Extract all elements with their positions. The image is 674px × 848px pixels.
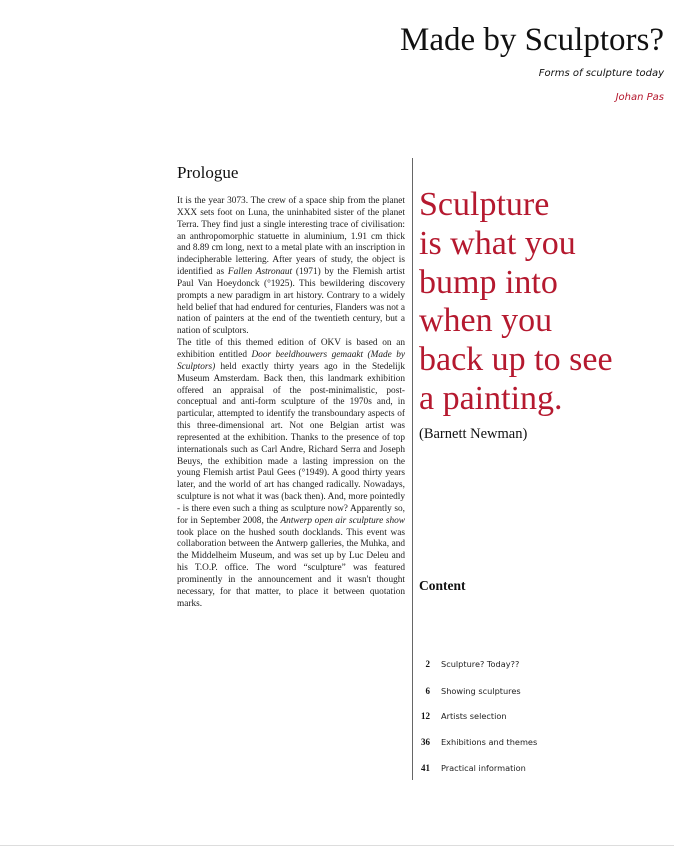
- text-run: It is the year 3073. The crew of a space ship from the planet XXX sets foot on Luna, the uninhabited sister of the planet Terra. They find just a single interesting trace of civilisation: an anthropomorphic statuette in aluminium, 1.91 cm thick and 8.89 cm long, next to a metal plate with an inscription in indecipherable lettering. After years of study, the object is identified as: [177, 196, 405, 278]
- exhibition-title: Door beeldhouwers gemaakt (Made by Sculptors): [177, 349, 405, 372]
- page-title: Made by Sculptors?: [400, 22, 664, 58]
- page-subtitle: Forms of sculpture today: [538, 68, 664, 79]
- toc-item[interactable]: [412, 686, 521, 696]
- toc-item[interactable]: [412, 763, 526, 773]
- toc-label: Practical information: [441, 763, 526, 773]
- prologue-body: [177, 196, 405, 611]
- toc-item[interactable]: [412, 659, 519, 669]
- quote-line: Sculpture: [419, 186, 550, 223]
- text-run: (1971) by the Flemish artist Paul Van Hoeydonck (°1925). This bewildering discovery prompts a new paradigm in art history. Contrary to a widely held belief that had endured for centuries, Flanders was not a nation of painters at the end of the twentieth century, but a nation of sculptors.: [177, 267, 405, 337]
- quote-attribution: (Barnett Newman): [419, 426, 528, 442]
- toc-page-number: 2: [425, 659, 430, 669]
- quote-line: back up to see: [419, 341, 613, 379]
- content-heading: Content: [419, 578, 466, 593]
- text-run: The title of this themed edition of OKV is based on an exhibition entitled: [177, 338, 405, 360]
- toc-label: Sculpture? Today??: [441, 659, 520, 669]
- toc-page-number: 6: [425, 686, 430, 696]
- prologue-paragraph-1: [177, 196, 405, 338]
- toc-label: Artists selection: [441, 711, 507, 721]
- page-bottom-edge: [0, 845, 674, 846]
- toc-page-number: 41: [421, 763, 430, 773]
- quote-line: bump into: [419, 263, 558, 301]
- text-run: held exactly thirty years ago in the Stedelijk Museum Amsterdam. Back then, this landmark exhibition offered an appraisal of the post-minimalistic, post-conceptual and anti-form sculpture of the 1970s and, in particular, attempted to identify the transboundary aspects of this three-dimensional art. Not one Belgian artist was represented at the exhibition. Thanks to the presence of top internationals such as Carl Andre, Richard Serra and Joseph Beuys, the exhibition made a lasting impression on the young Flemish artist Paul Gees (°1949). A good thirty years later, and the world of art has changed radically. Nowadays, sculpture is not what it was (back then). And, more pointedly - is there even such a thing as sculpture now? Apparently so, for in September 2008, the: [177, 361, 405, 526]
- event-title: Antwerp open air sculpture show: [280, 515, 406, 526]
- toc-item[interactable]: [412, 737, 537, 747]
- prologue-heading: Prologue: [177, 163, 239, 182]
- prologue-paragraph-2: [177, 338, 405, 610]
- toc-page-number: 12: [421, 711, 430, 721]
- toc-item[interactable]: [412, 711, 507, 721]
- quote-line: a painting.: [419, 379, 563, 417]
- toc-page-number: 36: [421, 737, 430, 747]
- quote-line: when you: [419, 302, 553, 340]
- author-name: Johan Pas: [615, 92, 664, 103]
- toc-label: Showing sculptures: [441, 686, 521, 696]
- toc-label: Exhibitions and themes: [441, 737, 538, 747]
- quote-line: is what you: [419, 224, 576, 262]
- text-run: took place on the hushed south docklands. This event was collaboration between the Antwerp galleries, the Muhka, and the Middelheim Museum, and was set up by Luc Deleu and his T.O.P. office. The word “sculpture” was featured prominently in the announcement and it wasn't thought necessary, for that matter, to place it between quotation marks.: [177, 527, 405, 609]
- artwork-title: Fallen Astronaut: [227, 267, 293, 278]
- pull-quote: [419, 186, 659, 419]
